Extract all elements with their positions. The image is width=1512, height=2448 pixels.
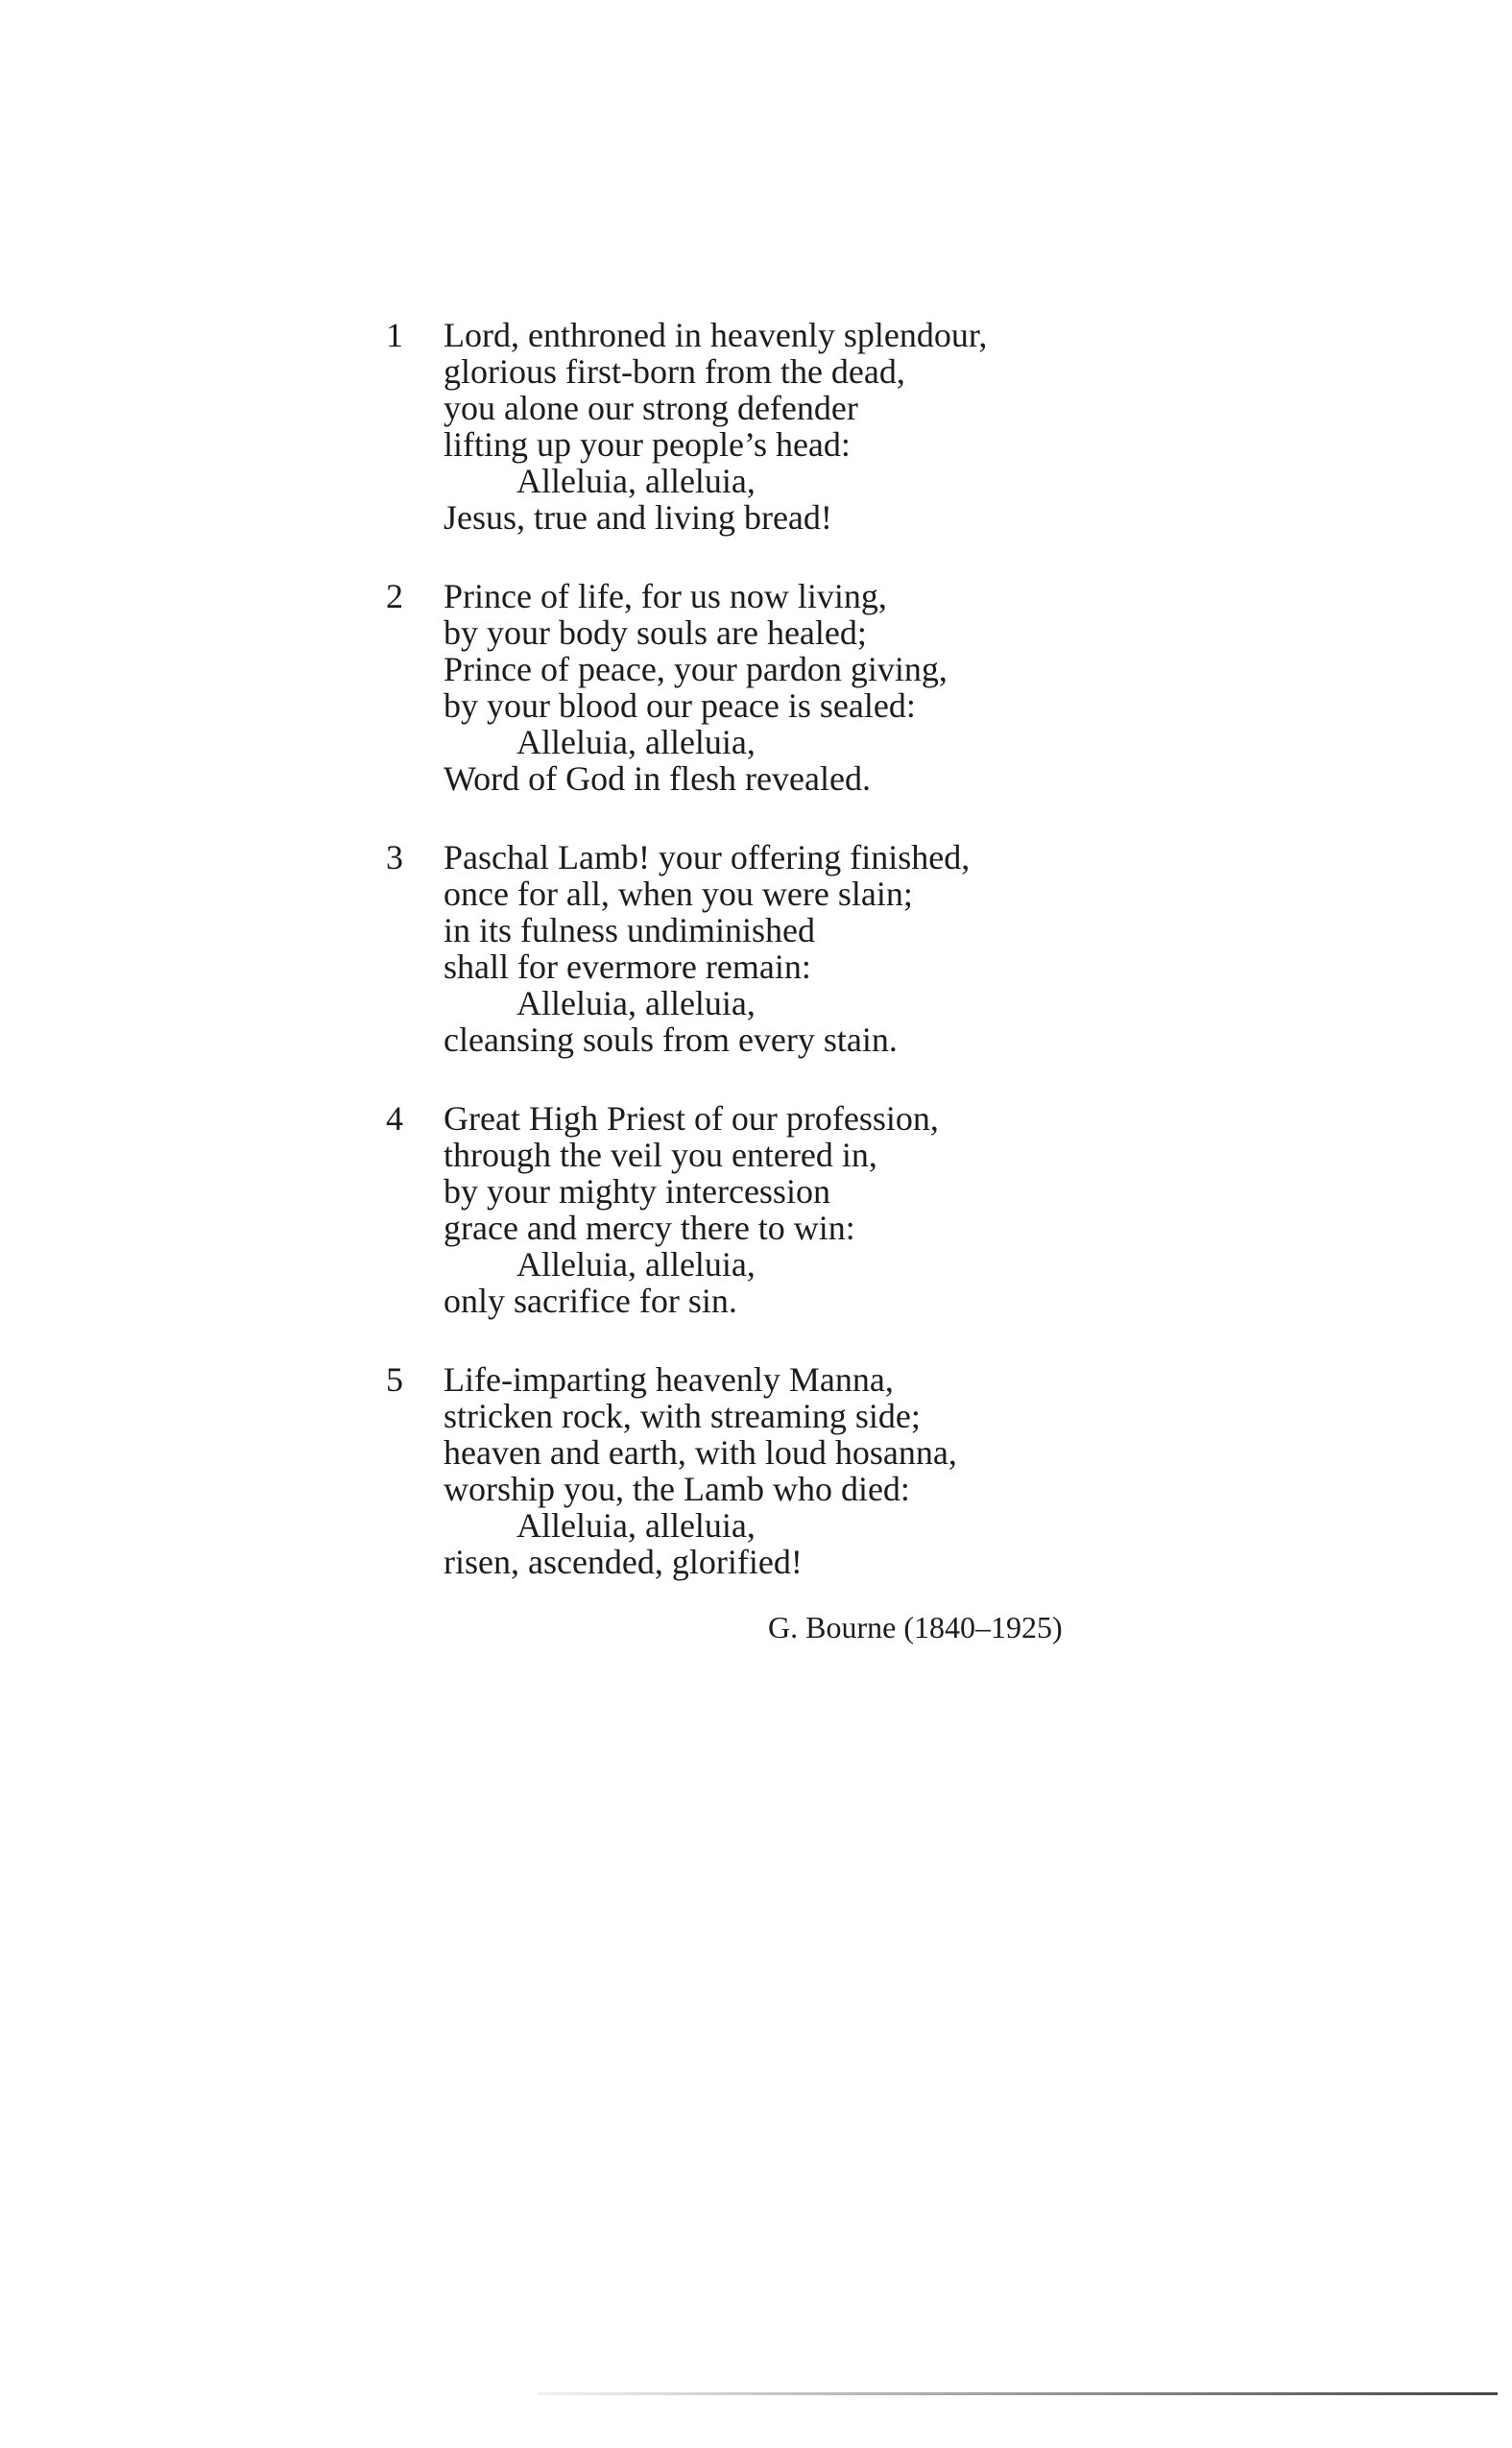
verse-line: cleansing souls from every stain. [444,1020,898,1059]
verse-line: worship you, the Lamb who died: [444,1470,910,1508]
verse-line: Prince of peace, your pardon giving, [444,650,948,688]
verse-number: 3 [386,838,403,876]
verse-line: stricken rock, with streaming side; [444,1397,921,1435]
verse-line: by your mighty intercession [444,1172,830,1211]
verse-line: by your blood our peace is sealed: [444,686,916,725]
verse-5 [0,1361,1512,1622]
page-edge-line [538,2392,1498,2395]
verse-line: Jesus, true and living bread! [444,498,832,537]
verse-line: risen, ascended, glorified! [444,1543,803,1581]
verse-line: glorious first-born from the dead, [444,352,905,391]
verse-1 [0,317,1512,578]
hymn-text [0,317,1512,1622]
verse-number: 2 [386,577,403,615]
verse-line: lifting up your people’s head: [444,425,851,464]
verse-3 [0,839,1512,1100]
verse-line: Great High Priest of our profession, [444,1099,939,1138]
verse-line: heaven and earth, with loud hosanna, [444,1433,957,1472]
verse-lines [444,1100,939,1319]
verse-line: grace and mercy there to win: [444,1209,855,1247]
verse-lines [444,578,948,797]
refrain-line: Alleluia, alleluia, [516,1506,756,1545]
refrain-line: Alleluia, alleluia, [516,1245,756,1284]
verse-lines [444,317,987,536]
verse-line: Prince of life, for us now living, [444,577,887,615]
verse-line: you alone our strong defender [444,389,858,427]
refrain-line: Alleluia, alleluia, [516,462,756,500]
verse-lines [444,1361,957,1580]
verse-line: Paschal Lamb! your offering finished, [444,838,971,876]
verse-number: 4 [386,1099,403,1138]
verse-number: 1 [386,316,403,354]
verse-4 [0,1100,1512,1361]
refrain-line: Alleluia, alleluia, [516,984,756,1022]
verse-line: in its fulness undiminished [444,911,815,949]
author-attribution: G. Bourne (1840–1925) [768,1610,1063,1644]
verse-line: only sacrifice for sin. [444,1282,737,1320]
verse-line: through the veil you entered in, [444,1136,877,1174]
verse-number: 5 [386,1360,403,1399]
verse-line: Lord, enthroned in heavenly splendour, [444,316,988,354]
verse-lines [444,839,970,1058]
verse-line: by your body souls are healed; [444,613,867,652]
verse-line: once for all, when you were slain; [444,875,913,913]
verse-line: Life-imparting heavenly Manna, [444,1360,894,1399]
verse-line: Word of God in flesh revealed. [444,759,871,798]
verse-line: shall for evermore remain: [444,948,811,986]
verse-2 [0,578,1512,839]
refrain-line: Alleluia, alleluia, [516,723,756,761]
